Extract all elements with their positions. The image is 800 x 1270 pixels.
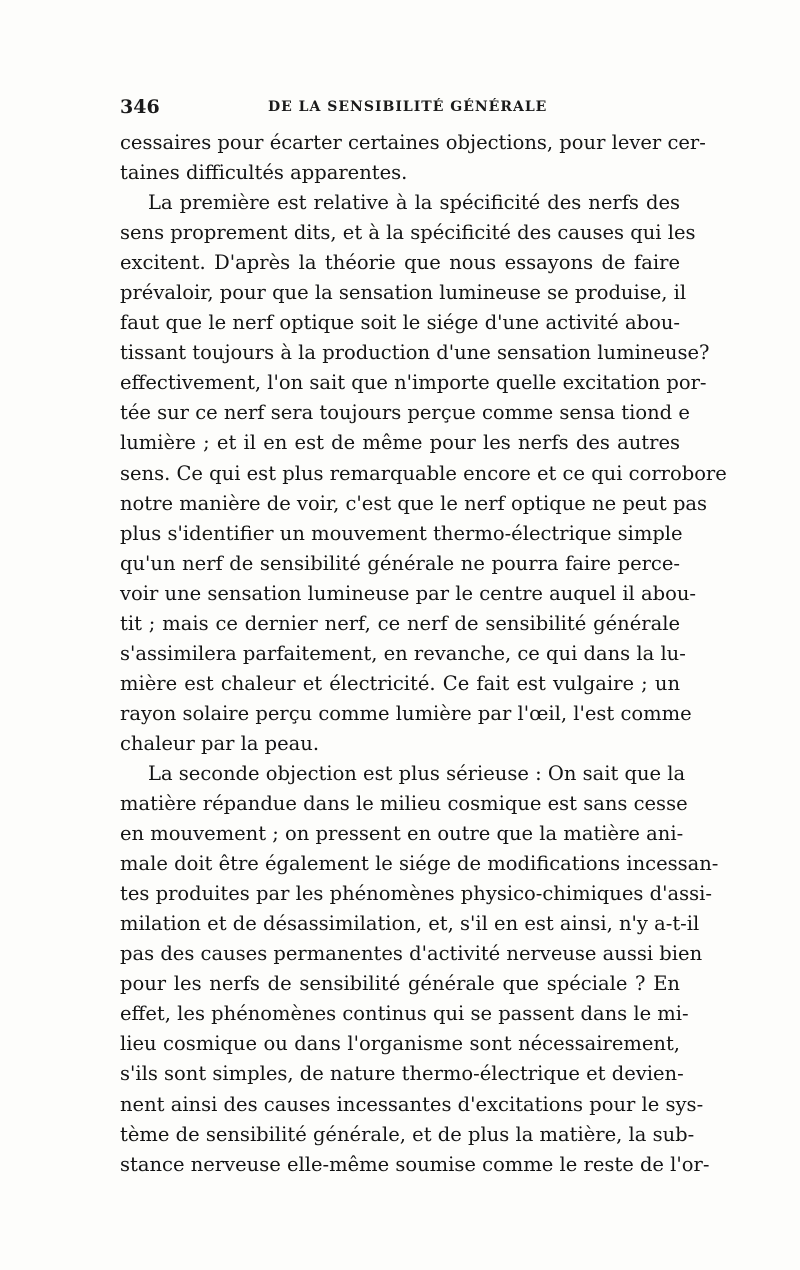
text-line: lieu cosmique ou dans l'organisme sont nécessairement, <box>120 1032 680 1056</box>
text-line: La première est relative à la spécificité des nerfs des <box>148 191 680 215</box>
text-line: tée sur ce nerf sera toujours perçue comme sensa tiond e <box>120 401 690 425</box>
text-line: tissant toujours à la production d'une sensation lumineuse? <box>120 341 710 365</box>
text-line: tème de sensibilité générale, et de plus la matière, la sub- <box>120 1122 695 1146</box>
text-line: male doit être également le siége de modifications incessan- <box>120 852 719 876</box>
text-line: plus s'identifier un mouvement thermo-électrique simple <box>120 521 683 545</box>
text-line: mière est chaleur et électricité. Ce fait est vulgaire ; un <box>120 671 680 695</box>
text-line: sens proprement dits, et à la spécificité des causes qui les <box>120 221 696 245</box>
text-line: matière répandue dans le milieu cosmique est sans cesse <box>120 792 688 816</box>
text-line: nent ainsi des causes incessantes d'excitations pour le sys- <box>120 1092 704 1116</box>
running-title: DE LA SENSIBILITÉ GÉNÉRALE <box>268 99 548 115</box>
text-line: sens. Ce qui est plus remarquable encore et ce qui corrobore <box>120 461 727 485</box>
text-line: stance nerveuse elle-même soumise comme le reste de l'or- <box>120 1152 710 1176</box>
text-line: qu'un nerf de sensibilité générale ne pourra faire perce- <box>120 551 680 575</box>
text-line: La seconde objection est plus sérieuse : On sait que la <box>148 761 686 785</box>
text-line: tes produites par les phénomènes physico-chimiques d'assi- <box>120 882 712 906</box>
body-text <box>120 128 727 1180</box>
text-line: s'ils sont simples, de nature thermo-électrique et devien- <box>120 1062 684 1086</box>
page-header <box>120 96 680 120</box>
text-line: prévaloir, pour que la sensation lumineuse se produise, il <box>120 281 687 305</box>
text-line: taines difficultés apparentes. <box>120 161 408 185</box>
text-line: excitent. D'après la théorie que nous essayons de faire <box>120 251 680 275</box>
text-line: rayon solaire perçu comme lumière par l'œil, l'est comme <box>120 701 692 725</box>
page-number: 346 <box>120 96 160 118</box>
text-line: notre manière de voir, c'est que le nerf optique ne peut pas <box>120 491 708 515</box>
text-line: effectivement, l'on sait que n'importe quelle excitation por- <box>120 371 707 395</box>
text-line: effet, les phénomènes continus qui se passent dans le mi- <box>120 1002 689 1026</box>
text-line: voir une sensation lumineuse par le centre auquel il abou- <box>120 581 696 605</box>
text-line: pas des causes permanentes d'activité nerveuse aussi bien <box>120 942 703 966</box>
text-line: chaleur par la peau. <box>120 731 320 755</box>
text-line: milation et de désassimilation, et, s'il en est ainsi, n'y a-t-il <box>120 912 700 936</box>
text-line: en mouvement ; on pressent en outre que la matière ani- <box>120 822 684 846</box>
text-line: lumière ; et il en est de même pour les nerfs des autres <box>120 431 680 455</box>
text-line: pour les nerfs de sensibilité générale que spéciale ? En <box>120 972 680 996</box>
text-line: faut que le nerf optique soit le siége d'une activité abou- <box>120 311 680 335</box>
text-line: tit ; mais ce dernier nerf, ce nerf de sensibilité générale <box>120 611 680 635</box>
text-line: cessaires pour écarter certaines objections, pour lever cer- <box>120 131 706 154</box>
text-line: s'assimilera parfaitement, en revanche, ce qui dans la lu- <box>120 641 686 665</box>
